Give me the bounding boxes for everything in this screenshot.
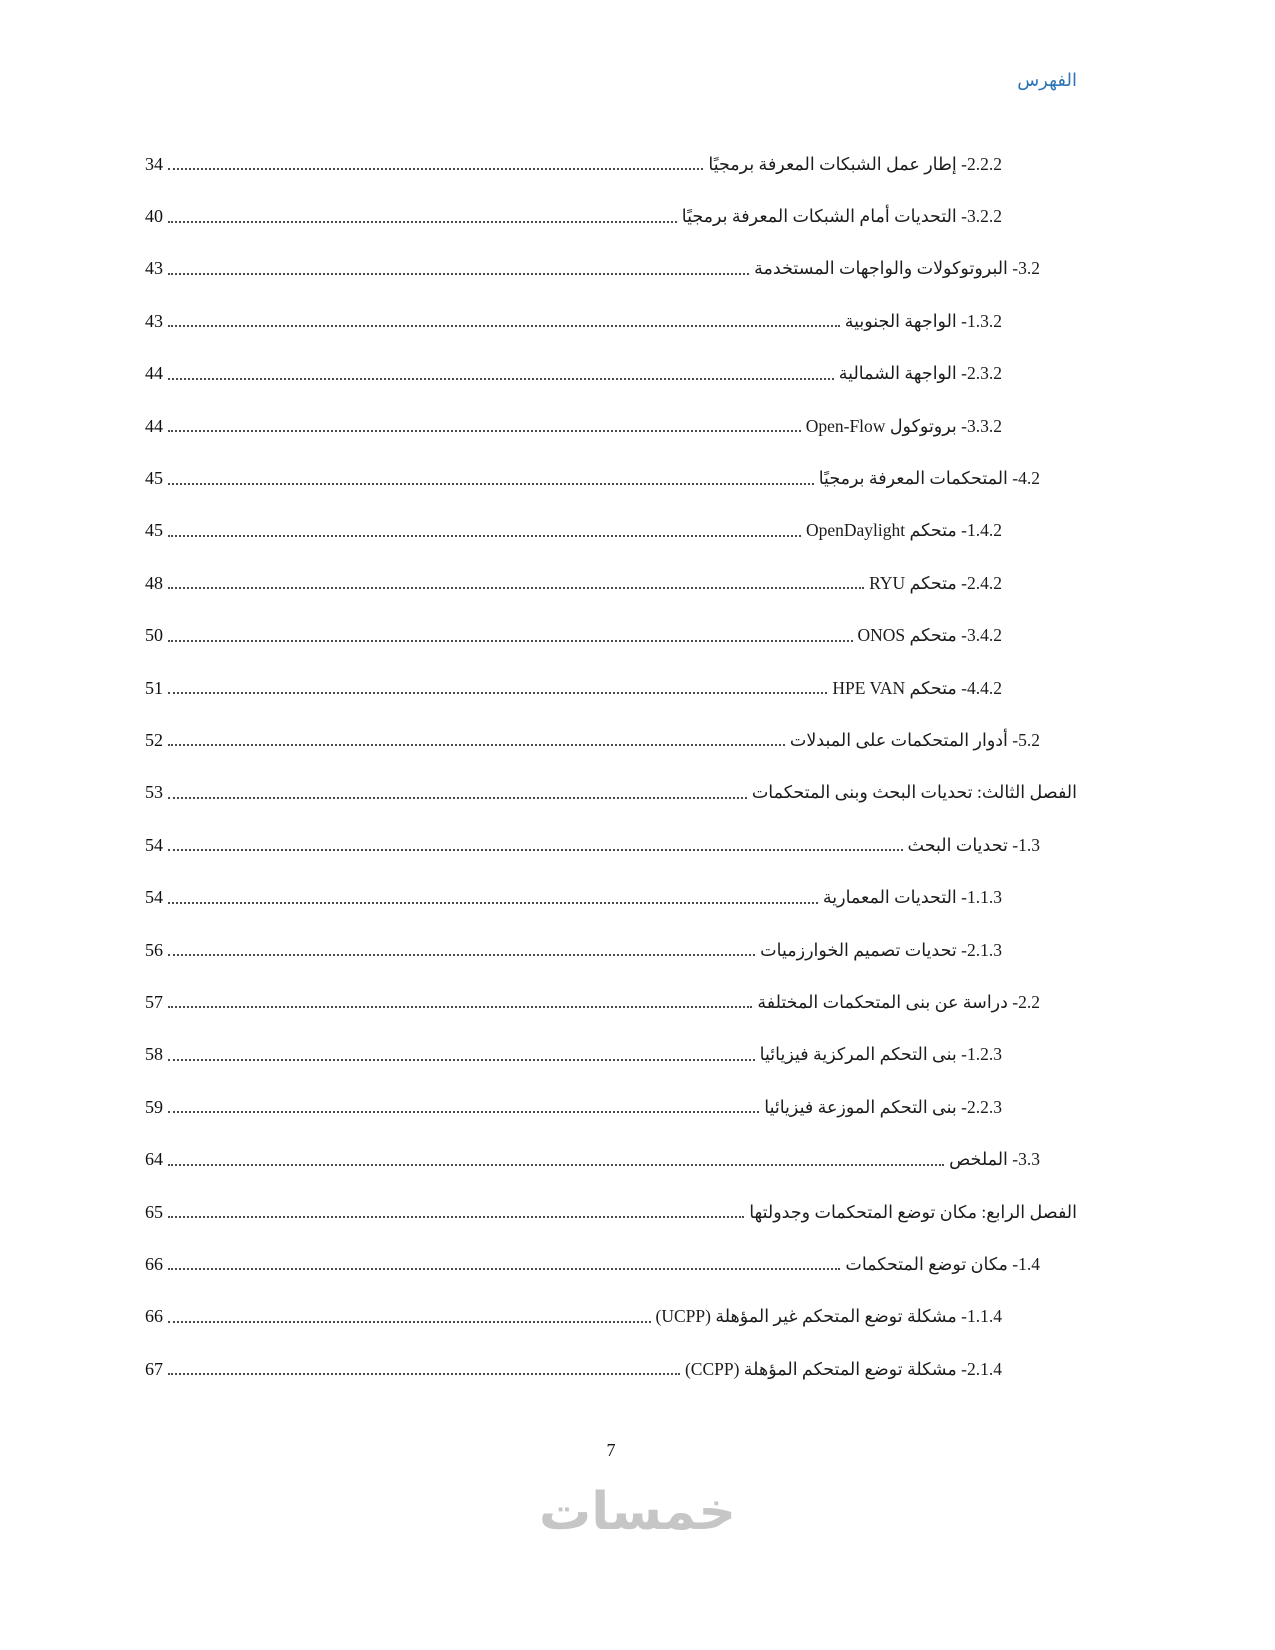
toc-entry-label: 1.2.3- بنى التحكم المركزية فيزيائيا [759,1044,1002,1065]
toc-entry-label: 5.2- أدوار المتحكمات على المبدلات [789,729,1040,750]
toc-entry-page: 59 [145,1096,163,1117]
dot-leader [168,902,818,904]
dot-leader [168,535,801,537]
toc-entry[interactable] [145,1343,1077,1395]
dot-leader [168,1059,755,1061]
dot-leader [168,273,749,275]
toc-entry-page: 64 [145,1149,163,1170]
dot-leader [168,1321,651,1323]
dot-leader [168,1216,744,1218]
toc-entry-page: 54 [145,834,163,855]
toc-entry[interactable] [145,924,1077,976]
toc-entry[interactable] [145,452,1077,504]
toc-entry[interactable] [145,348,1077,400]
dot-leader [168,1111,759,1113]
toc-entry-page: 56 [145,939,163,960]
toc-entry-label: 3.4.2- متحكم ONOS [857,625,1002,646]
toc-entry[interactable] [145,610,1077,662]
toc-entry[interactable] [145,819,1077,871]
toc-entry-label: 1.1.3- التحديات المعمارية [822,887,1002,908]
toc-entry[interactable] [145,976,1077,1028]
toc-entry[interactable] [145,871,1077,923]
toc-entry[interactable] [145,1029,1077,1081]
toc-entry[interactable] [145,557,1077,609]
page-number: 7 [606,1440,616,1460]
dot-leader [168,849,903,851]
toc-entry[interactable] [145,400,1077,452]
toc-entry-label: 2.1.4- مشكلة توضع المتحكم المؤهلة (CCPP) [684,1358,1002,1379]
toc-entry-label: 1.4.2- متحكم OpenDaylight [806,520,1002,541]
toc-entry[interactable] [145,1081,1077,1133]
dot-leader [168,797,747,799]
toc-entry-label: 1.1.4- مشكلة توضع المتحكم غير المؤهلة (UCPP) [655,1306,1002,1327]
toc-entry[interactable] [145,767,1077,819]
toc-entry[interactable] [145,714,1077,766]
toc-entry-page: 54 [145,887,163,908]
dot-leader [168,587,864,589]
dot-leader [168,640,853,642]
toc-entry[interactable] [145,190,1077,242]
toc-entry-page: 50 [145,625,163,646]
toc-entry[interactable] [145,243,1077,295]
toc-entry[interactable] [145,1291,1077,1343]
dot-leader [168,692,827,694]
dot-leader [168,378,834,380]
toc-entry-page: 51 [145,677,163,698]
dot-leader [168,1006,752,1008]
toc-entry-label: 4.2- المتحكمات المعرفة برمجيًا [818,468,1040,489]
toc-entry-label: 3.2.2- التحديات أمام الشبكات المعرفة برمجيًا [681,206,1002,227]
toc-entry-page: 66 [145,1253,163,1274]
toc-entry-page: 44 [145,415,163,436]
toc-entry-label: 2.3.2- الواجهة الشمالية [838,363,1002,384]
toc-entry-page: 44 [145,363,163,384]
toc-entry-page: 65 [145,1201,163,1222]
dot-leader [168,1164,944,1166]
toc-entry-page: 67 [145,1358,163,1379]
toc-entry-label: 2.2.3- بنى التحكم الموزعة فيزيائيا [764,1096,1002,1117]
toc-entry-page: 66 [145,1306,163,1327]
toc-list [145,138,1077,1395]
toc-entry-page: 57 [145,991,163,1012]
toc-entry-page: 48 [145,572,163,593]
dot-leader [168,483,814,485]
toc-entry-label: الفصل الثالث: تحديات البحث وبنى المتحكمات [751,782,1077,803]
toc-entry-page: 43 [145,310,163,331]
toc-entry-label: 2.2.2- إطار عمل الشبكات المعرفة برمجيًا [708,153,1002,174]
dot-leader [168,325,840,327]
toc-entry-page: 45 [145,468,163,489]
toc-entry-page: 58 [145,1044,163,1065]
toc-entry[interactable] [145,662,1077,714]
toc-entry-label: 2.2- دراسة عن بنى المتحكمات المختلفة [757,991,1040,1012]
dot-leader [168,1373,680,1375]
dot-leader [168,221,677,223]
toc-entry[interactable] [145,138,1077,190]
toc-entry-page: 52 [145,729,163,750]
watermark-logo: خمسات [538,1482,737,1542]
toc-entry-label: 2.4.2- متحكم RYU [869,572,1002,593]
toc-entry-label: 3.2- البروتوكولات والواجهات المستخدمة [754,258,1040,279]
toc-entry-label: 1.3- تحديات البحث [907,834,1040,855]
toc-entry-label: الفصل الرابع: مكان توضع المتحكمات وجدولتها [749,1201,1077,1222]
toc-entry[interactable] [145,1186,1077,1238]
toc-entry-label: 4.4.2- متحكم HPE VAN [832,677,1002,698]
toc-entry-page: 45 [145,520,163,541]
toc-entry-label: 1.4- مكان توضع المتحكمات [845,1253,1040,1274]
dot-leader [168,168,703,170]
toc-entry-label: 1.3.2- الواجهة الجنوبية [844,310,1002,331]
toc-entry[interactable] [145,505,1077,557]
dot-leader [168,430,801,432]
dot-leader [168,954,755,956]
toc-entry-page: 34 [145,153,163,174]
toc-entry-label: 2.1.3- تحديات تصميم الخوارزميات [760,939,1002,960]
toc-entry-label: 3.3- الملخص [949,1149,1040,1170]
toc-entry-page: 53 [145,782,163,803]
dot-leader [168,1268,840,1270]
toc-entry[interactable] [145,1133,1077,1185]
toc-entry[interactable] [145,1238,1077,1290]
toc-entry-page: 43 [145,258,163,279]
toc-entry-page: 40 [145,206,163,227]
dot-leader [168,744,785,746]
toc-entry-label: 3.3.2- بروتوكول Open-Flow [805,415,1002,436]
page-header-title: الفهرس [1017,70,1077,90]
toc-entry[interactable] [145,295,1077,347]
